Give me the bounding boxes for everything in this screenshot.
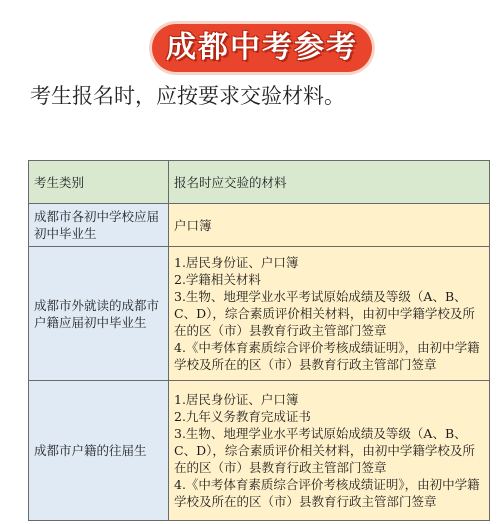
requirements-table bbox=[28, 160, 490, 521]
table-header-row bbox=[29, 161, 490, 204]
row-materials bbox=[169, 247, 490, 381]
material-item: 4.《中考体育素质综合评价考核成绩证明》，由初中学籍学校及所在的区（市）县教育行政主管部门签章 bbox=[174, 477, 480, 509]
title-banner bbox=[152, 24, 372, 72]
material-item: 2.九年义务教育完成证书 bbox=[174, 409, 311, 424]
row-category: 成都市户籍的往届生 bbox=[29, 381, 169, 521]
material-item: 3.生物、地理学业水平考试原始成绩及等级（A、B、C、D），综合素质评价相关材料，由初中学籍学校及所在的区（市）县教育行政主管部门签章 bbox=[174, 426, 475, 475]
table-row bbox=[29, 204, 490, 247]
row-materials bbox=[169, 381, 490, 521]
row-materials bbox=[169, 204, 490, 247]
header-materials: 报名时应交验的材料 bbox=[169, 161, 490, 204]
row-category: 成都市外就读的成都市户籍应届初中毕业生 bbox=[29, 247, 169, 381]
table-row bbox=[29, 381, 490, 521]
material-item: 4.《中考体育素质综合评价考核成绩证明》，由初中学籍学校及所在的区（市）县教育行政主管部门签章 bbox=[174, 340, 480, 372]
intro-text: 考生报名时，应按要求交验材料。 bbox=[30, 84, 345, 108]
banner-title: 成都中考参考 bbox=[166, 30, 358, 65]
table-row bbox=[29, 247, 490, 381]
material-item: 3.生物、地理学业水平考试原始成绩及等级（A、B、C、D），综合素质评价相关材料，由初中学籍学校及所在的区（市）县教育行政主管部门签章 bbox=[174, 289, 475, 338]
material-item: 户口簿 bbox=[174, 217, 212, 233]
material-item: 1.居民身份证、户口簿 bbox=[174, 392, 299, 407]
material-item: 2.学籍相关材料 bbox=[174, 272, 261, 287]
row-category: 成都市各初中学校应届初中毕业生 bbox=[29, 204, 169, 247]
header-category: 考生类别 bbox=[29, 161, 169, 204]
material-item: 1.居民身份证、户口簿 bbox=[174, 255, 299, 270]
